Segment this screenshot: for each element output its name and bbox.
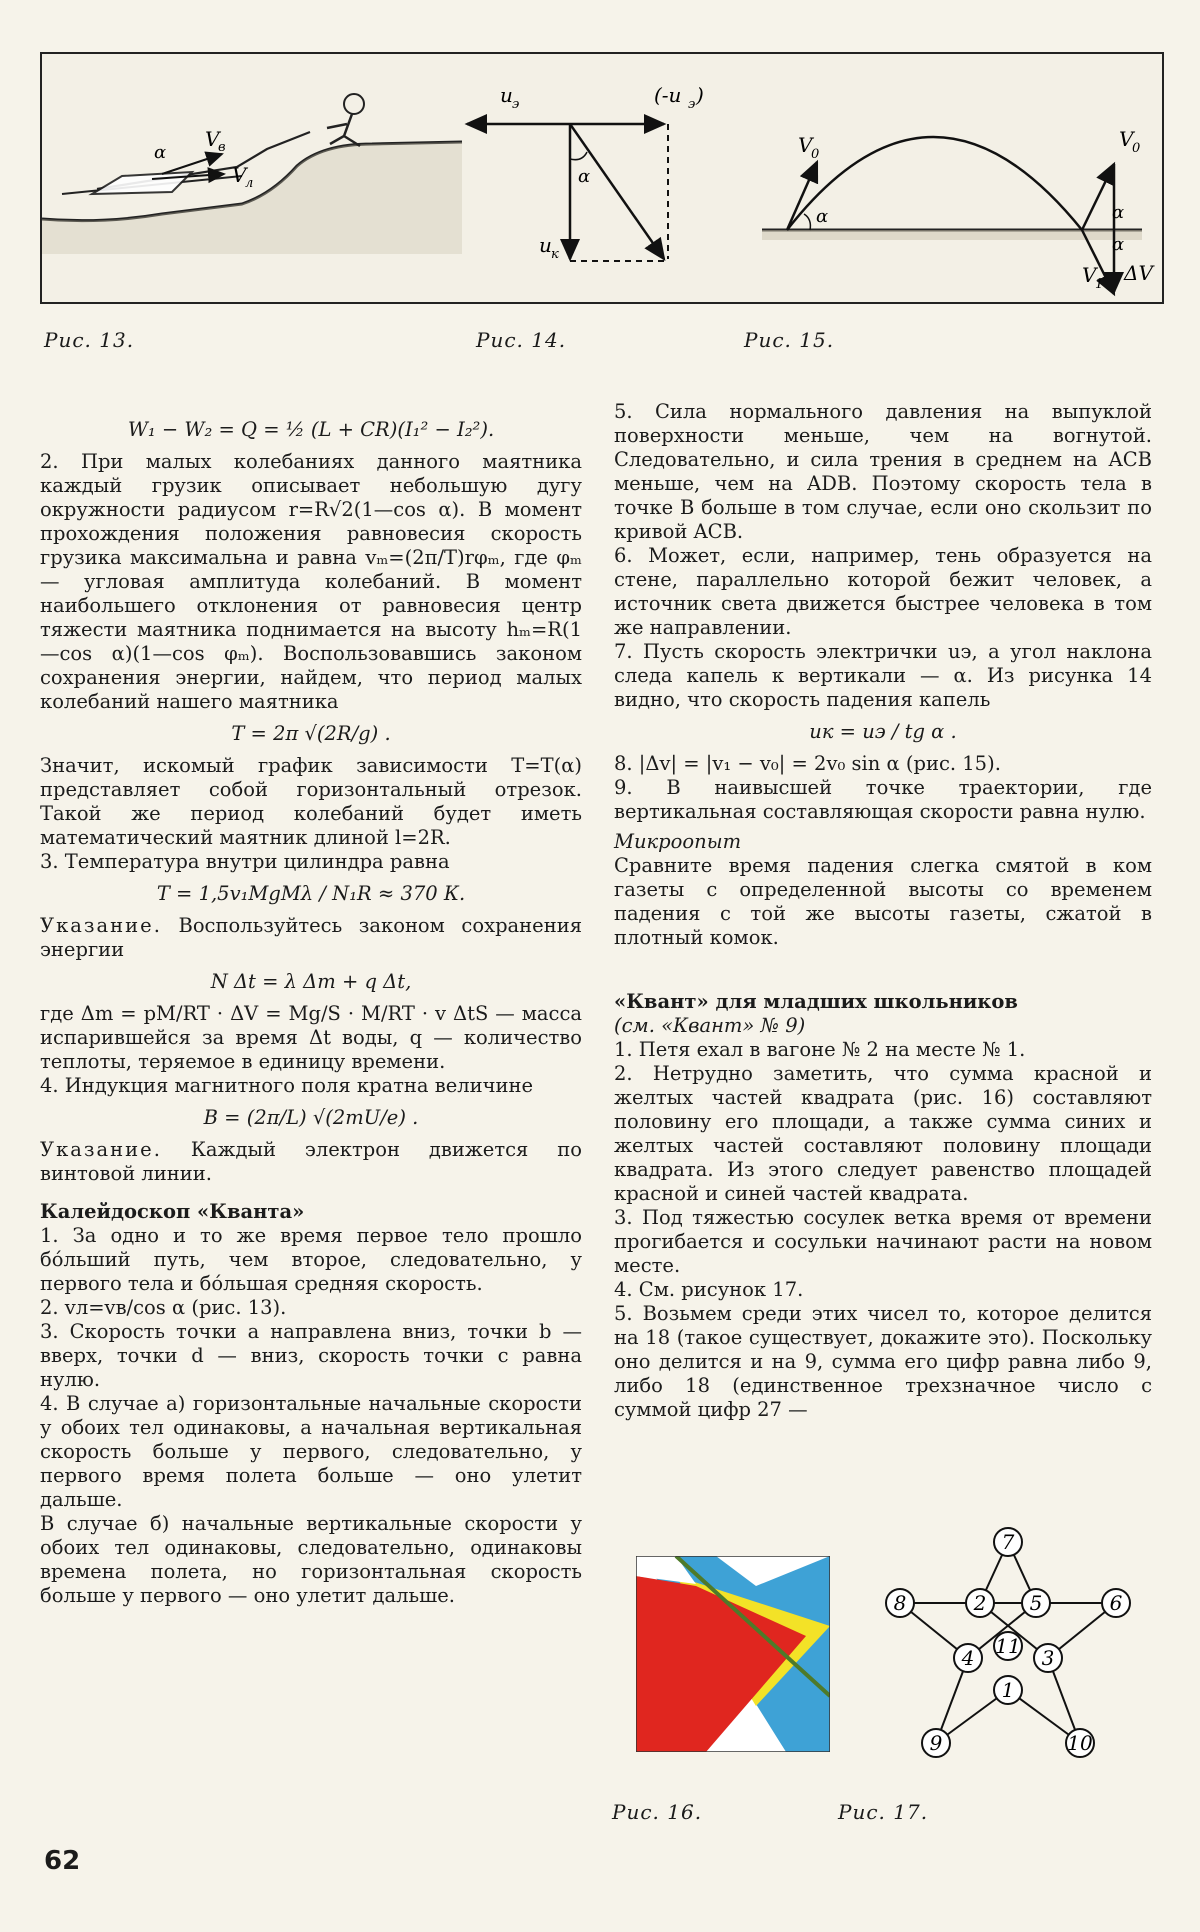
hint-label: Указание. xyxy=(40,914,162,937)
star-node-number: 2 xyxy=(973,1591,987,1615)
kaleido-3: 3. Скорость точки a направлена вниз, точки b — вверх, точки d — вниз, скорость точки c равна нулю. xyxy=(40,1320,582,1391)
junior-1: 1. Петя ехал в вагоне № 2 на месте № 1. xyxy=(614,1038,1026,1061)
hint-label-2: Указание. xyxy=(40,1138,162,1161)
answer-2-conclusion: Значит, искомый график зависимости T=T(α) представляет собой горизонтальный отрезок. Такой же период колебаний будет иметь математический маятник длиной l=2R. xyxy=(40,754,582,849)
section-junior-subtitle: (см. «Квант» № 9) xyxy=(614,1014,806,1037)
fig15-v0-left-sub: 0 xyxy=(811,147,820,162)
fig14-ue: u xyxy=(500,83,513,107)
fig14-ue-sub: э xyxy=(512,97,520,112)
kaleido-4: 4. В случае а) горизонтальные начальные скорости у обоих тел одинаковы, а начальная вертикальная скорость больше у первого, следовательно, у первого время полета больше — оно улетит дальше. xyxy=(40,1392,582,1511)
right-column xyxy=(614,400,1152,1422)
answer-3-hint: Воспользуйтесь законом сохранения энергии xyxy=(40,914,583,961)
answer-3-hint-paragraph xyxy=(40,914,582,962)
kaleido-8: 8. |Δv| = |v₁ − v₀| = 2v₀ sin α (рис. 15). xyxy=(614,752,1001,775)
junior-2: 2. Нетрудно заметить, что сумма красной и желтых частей квадрата (рис. 16) составляют половину его площади, а также сумма синих и желтых частей составляют половину площади квадрата. Из этого следует равенство площадей красной и синей частей квадрата. xyxy=(614,1062,1152,1205)
star-node-number: 1 xyxy=(1001,1678,1015,1702)
figures-13-15 xyxy=(42,54,1166,306)
fig15-v1-sub: 1 xyxy=(1095,277,1104,292)
fig14-minus-ue: (-u xyxy=(654,83,682,107)
fig17-caption: Рис. 17. xyxy=(838,1800,929,1824)
micro-experiment-text: Сравните время падения слегка смятой в ком газеты с определенной высоты со временем падения с той же высоты газеты, сжатой в плотный комок. xyxy=(614,854,1152,949)
fig14-minus-ue-sub: э xyxy=(688,97,696,112)
star-node-number: 11 xyxy=(995,1634,1021,1658)
formula-period: T = 2π √(2R/g) . xyxy=(231,722,391,745)
fig15-caption: Рис. 15. xyxy=(744,328,835,352)
fig13-vb: V xyxy=(205,127,220,151)
star-node-number: 4 xyxy=(961,1646,975,1670)
fig15-dv: ΔV xyxy=(1124,261,1153,285)
answer-3-where: где Δm = pM/RT · ΔV = Mg/S · M/RT · v ΔtS — масса испарившейся за время Δt воды, q — количество теплоты, теряемое в единицу времени. xyxy=(40,1002,582,1073)
fig13-vl: V xyxy=(232,163,247,187)
section-junior-title: «Квант» для младших школьников xyxy=(614,990,1018,1013)
micro-experiment-title: Микроопыт xyxy=(614,830,742,853)
formula-energy-balance: N Δt = λ Δm + q Δt, xyxy=(210,970,412,993)
fig17-star xyxy=(880,1518,1150,1772)
star-node-number: 3 xyxy=(1041,1646,1055,1670)
fig15-v0-right: V xyxy=(1119,127,1134,151)
answer-4: 4. Индукция магнитного поля кратна величине xyxy=(40,1074,534,1097)
fig16-caption: Рис. 16. xyxy=(612,1800,703,1824)
fig13-drawing xyxy=(42,94,462,254)
fig15-v1: V xyxy=(1082,263,1097,287)
fig16-square xyxy=(636,1556,830,1752)
fig15-v0-left: V xyxy=(798,133,813,157)
fig14-alpha: α xyxy=(578,166,591,187)
figures-panel xyxy=(40,52,1164,304)
section-kaleidoscope-title: Калейдоскоп «Кванта» xyxy=(40,1200,305,1223)
junior-3: 3. Под тяжестью сосулек ветка время от времени прогибается и сосульки начинают расти на новом месте. xyxy=(614,1206,1152,1277)
fig15-alpha-left: α xyxy=(816,206,829,227)
kaleido-4b: В случае б) начальные вертикальные скорости у обоих тел одинаковы, следовательно, одинаковы времена полета, но горизонтальная скорость больше у первого — оно улетит дальше. xyxy=(40,1512,582,1607)
fig14-caption: Рис. 14. xyxy=(476,328,567,352)
kaleido-1: 1. За одно и то же время первое тело прошло бо́льший путь, чем второе, следовательно, у первого тела и бо́льшая средняя скорость. xyxy=(40,1224,582,1295)
formula-temperature: T = 1,5v₁MgMλ / N₁R ≈ 370 К. xyxy=(156,882,466,905)
fig14-drawing xyxy=(467,124,668,261)
star-node-number: 6 xyxy=(1109,1591,1123,1615)
star-node-number: 10 xyxy=(1067,1731,1093,1755)
page-number: 62 xyxy=(44,1846,81,1876)
fig14-uk-sub: к xyxy=(551,247,559,262)
fig13-caption: Рис. 13. xyxy=(44,328,135,352)
answer-4-hint-paragraph xyxy=(40,1138,582,1186)
fig15-alpha-r2: α xyxy=(1112,234,1125,255)
kaleido-2: 2. vл=vв/cos α (рис. 13). xyxy=(40,1296,287,1319)
star-node-number: 5 xyxy=(1029,1591,1043,1615)
kaleido-9: 9. В наивысшей точке траектории, где вертикальная составляющая скорости равна нулю. xyxy=(614,776,1152,823)
kaleido-5: 5. Сила нормального давления на выпуклой поверхности меньше, чем на вогнутой. Следовательно, и сила трения в среднем на ACB меньше, чем на ADB. Поэтому скорость тела в точке B больше в том случае, если оно скользит по кривой ACB. xyxy=(614,400,1152,543)
formula-energy-loss: W₁ − W₂ = Q = ½ (L + CR)(I₁² − I₂²). xyxy=(127,418,495,441)
fig13-vl-sub: л xyxy=(245,176,254,191)
fig15-v0-right-sub: 0 xyxy=(1132,141,1141,156)
fig14-uk: u xyxy=(539,233,552,257)
answer-3: 3. Температура внутри цилиндра равна xyxy=(40,850,450,873)
star-node-number: 9 xyxy=(929,1731,943,1755)
star-node-number: 8 xyxy=(893,1591,907,1615)
kaleido-7: 7. Пусть скорость электрички uэ, а угол наклона следа капель к вертикали — α. Из рисунка 14 видно, что скорость падения капель xyxy=(614,640,1152,711)
star-node-number: 7 xyxy=(1001,1530,1015,1554)
fig14-minus-ue-close: ) xyxy=(696,83,704,107)
junior-4: 4. См. рисунок 17. xyxy=(614,1278,804,1301)
kaleido-6: 6. Может, если, например, тень образуется на стене, параллельно которой бежит человек, а источник света движется быстрее человека в том же направлении. xyxy=(614,544,1152,639)
junior-5: 5. Возьмем среди этих чисел то, которое делится на 18 (такое существует, докажите это). Поскольку оно делится и на 9, сумма его цифр равна либо 9, либо 18 (единственное трехзначное число с суммой цифр 27 — xyxy=(614,1302,1152,1421)
left-column xyxy=(40,410,582,1608)
formula-drop-speed: uк = uэ / tg α . xyxy=(809,720,957,743)
fig13-vb-sub: в xyxy=(218,140,226,155)
answer-4-hint: Каждый электрон движется по винтовой линии. xyxy=(40,1138,582,1185)
fig13-alpha: α xyxy=(154,142,167,163)
answer-2: 2. При малых колебаниях данного маятника каждый грузик описывает небольшую дугу окружности радиусом r=R√2(1—cos α). В момент прохождения положения равновесия скорость грузика максимальна и равна vₘ=(2π/T)rφₘ, где φₘ — угловая амплитуда колебаний. В момент наибольшего отклонения от равновесия центр тяжести маятника поднимается на высоту hₘ=R(1—cos α)(1—cos φₘ). Воспользовавшись законом сохранения энергии, найдем, что период малых колебаний нашего маятника xyxy=(40,450,582,713)
fig15-alpha-r1: α xyxy=(1112,202,1125,223)
formula-induction: B = (2π/L) √(2mU/e) . xyxy=(203,1106,419,1129)
